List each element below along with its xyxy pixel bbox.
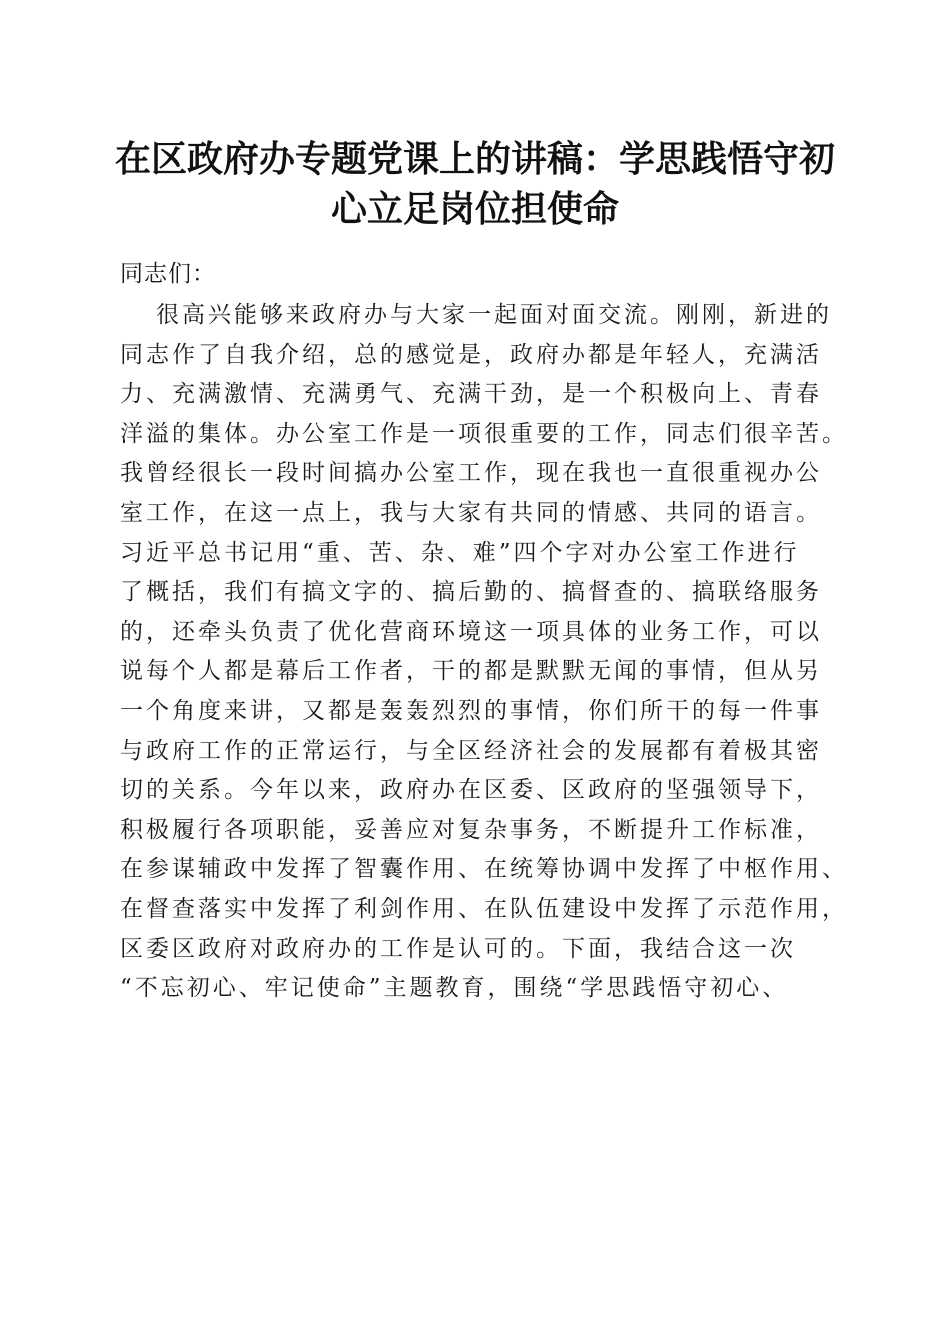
paragraph-line: 积极履行各项职能，妥善应对复杂事务，不断提升工作标准， [120,816,822,843]
document-body [120,252,860,1009]
paragraph-line: 在督查落实中发挥了利剑作用、在队伍建设中发挥了示范作用， [120,895,848,922]
paragraph-line: 习近平总书记用“重、苦、杂、难”四个字对办公室工作进行 [120,539,800,566]
paragraph [120,296,860,1009]
salutation: 同志们： [120,261,216,287]
paragraph-line: 很高兴能够来政府办与大家一起面对面交流。刚刚，新进的 [156,302,832,328]
paragraph-line: 一个角度来讲，又都是轰轰烈烈的事情，你们所干的每一件事 [120,697,822,724]
paragraph-line: 力、充满激情、充满勇气、充满干劲，是一个积极向上、青春 [120,381,822,408]
title-line-2: 心立足岗位担使命 [330,188,619,230]
title-line-1: 在区政府办专题党课上的讲稿：学思践悟守初 [114,138,835,180]
paragraph-line: 说每个人都是幕后工作者，干的都是默默无闻的事情，但从另 [120,658,822,685]
paragraph-line: “不忘初心、牢记使命”主题教育，围绕“学思践悟守初心、 [120,975,789,1002]
paragraph-line: 区委区政府对政府办的工作是认可的。下面，我结合这一次 [120,935,796,962]
paragraph-line: 室工作，在这一点上，我与大家有共同的情感、共同的语言。 [120,499,822,526]
paragraph-line: 与政府工作的正常运行，与全区经济社会的发展都有着极其密 [120,737,822,764]
document-title [100,134,850,234]
paragraph-line: 洋溢的集体。办公室工作是一项很重要的工作，同志们很辛苦。 [120,420,848,447]
paragraph-line: 同志作了自我介绍，总的感觉是，政府办都是年轻人，充满活 [120,341,822,368]
paragraph-line: 在参谋辅政中发挥了智囊作用、在统筹协调中发挥了中枢作用、 [120,856,848,883]
paragraph-line: 切的关系。今年以来，政府办在区委、区政府的坚强领导下， [120,777,822,804]
paragraph-line: 的，还牵头负责了优化营商环境这一项具体的业务工作，可以 [120,618,822,645]
paragraph-line: 我曾经很长一段时间搞办公室工作，现在我也一直很重视办公 [120,460,822,487]
paragraph-line: 了概括，我们有搞文字的、搞后勤的、搞督查的、搞联络服务 [120,579,822,606]
